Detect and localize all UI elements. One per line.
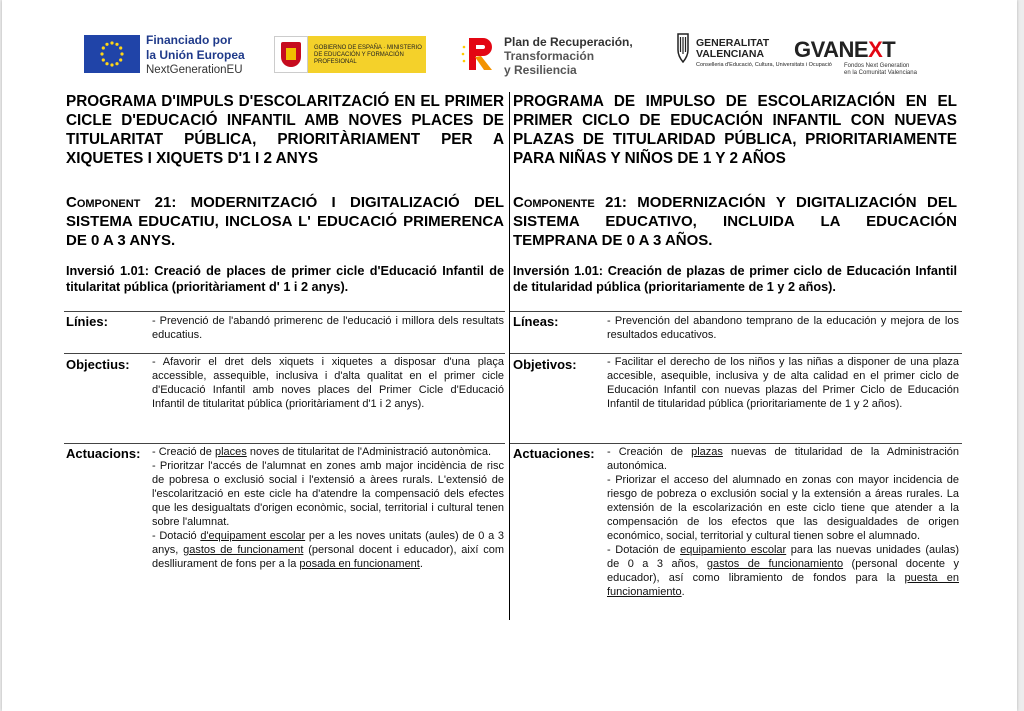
right-objectives-label: Objetivos: — [513, 357, 577, 372]
left-objectives-rule — [64, 353, 505, 354]
right-title: PROGRAMA DE IMPULSO DE ESCOLARIZACIÓN EN EL PRIMER CICLO DE EDUCACIÓN INFANTIL CON NUEVAS PLAZAS DE TITULARIDAD PÚBLICA, PRIORITARIAMENTE PARA NIÑAS Y NIÑOS DE 1 Y 2 AÑOS — [513, 93, 957, 167]
left-action-2: - Prioritzar l'accés de l'alumnat en zones amb major incidència de risc de pobresa o exclusió social i l'extensió a àrees rurals. L'extensió de l'escolarització en este cicle ha d'atendre la compensació dels efectes que les desigualtats d'origen econòmic, social, territorial i cultural tenen sobre l'alumnat. — [152, 460, 504, 528]
right-inversion: Inversión 1.01: Creación de plazas de primer ciclo de Educación Infantil de titularidad pública (prioritariamente de 1 y 2 años). — [513, 264, 957, 294]
spain-coat-of-arms-icon — [274, 36, 308, 73]
right-action-2: - Priorizar el acceso del alumnado en zonas con mayor incidencia de riesgo de pobreza o exclusión social y la extensión a áreas rurales. La extensión de la escolarización en este ciclo tiene que atender a la compensación de los efectos que las desigualdades de origen económico, social, territorial y cultural tienen sobre el alumnado. — [607, 474, 959, 542]
recovery-plan-label: Plan de Recuperación, Transformación y Resiliencia — [504, 35, 633, 77]
left-lines-text: - Prevenció de l'abandó primerenc de l'educació i millora dels resultats educatius. — [152, 315, 504, 341]
left-title: PROGRAMA D'IMPULS D'ESCOLARITZACIÓ EN EL PRIMER CICLE D'EDUCACIÓ INFANTIL AMB NOVES PLACES DE TITULARITAT PÚBLICA, PRIORITÀRIAMENT PER A XIQUETES I XIQUETS D'1 I 2 ANYS — [66, 93, 504, 167]
gva-next-logo: GVANEXT — [794, 37, 896, 62]
column-divider — [509, 92, 510, 620]
prtr-logo-icon — [459, 35, 497, 73]
left-lines-label: Línies: — [66, 314, 108, 329]
left-objectives-label: Objectius: — [66, 357, 130, 372]
left-actions-rule — [64, 443, 505, 444]
left-action-1: - Creació de places noves de titularitat de l'Administració autonòmica. — [152, 446, 492, 458]
right-objectives-rule — [510, 353, 962, 354]
right-component: Componente 21: MODERNIZACIÓN Y DIGITALIZACIÓN DEL SISTEMA EDUCATIVO, INCLUIDA LA EDUCACIÓN TEMPRANA DE 0 A 3 AÑOS. — [513, 194, 957, 249]
ministry-label: GOBIERNO DE ESPAÑA · MINISTERIO DE EDUCACIÓN Y FORMACIÓN PROFESIONAL — [308, 36, 426, 73]
right-actions-text — [607, 445, 959, 599]
right-lines-label: Líneas: — [513, 314, 559, 329]
left-action-3: - Dotació d'equipament escolar per a les noves unitats (aules) de 0 a 3 anys, gastos de funcionament (personal docent i educador), així com deslliurament de fons per a la posada en funcionament. — [152, 530, 504, 570]
left-actions-text — [152, 445, 504, 571]
right-actions-rule — [510, 443, 962, 444]
eu-flag-icon — [84, 35, 140, 73]
right-action-3: - Dotación de equipamiento escolar para las nuevas unidades (aulas) de 0 a 3 años, gastos de funcionamiento (personal docente y educador), así como libramiento de fondos para la puesta en funcionamiento. — [607, 544, 960, 598]
left-component: Component 21: MODERNITZACIÓ I DIGITALIZACIÓ DEL SISTEMA EDUCATIU, INCLOSA L' EDUCACIÓ PRIMERENCA DE 0 A 3 ANYS. — [66, 194, 504, 249]
generalitat-label: GENERALITAT VALENCIANA Conselleria d'Educació, Cultura, Universitats i Ocupació — [696, 37, 832, 68]
right-action-1: - Creación de plazas nuevas de titularidad de la Administración autonómica. — [607, 446, 959, 472]
right-lines-rule — [510, 311, 962, 312]
left-inversion: Inversió 1.01: Creació de places de primer cicle d'Educació Infantil de titularitat pública (prioritàriament d' 1 i 2 anys). — [66, 264, 504, 294]
left-actions-label: Actuacions: — [66, 446, 141, 461]
left-objectives-text: - Afavorir el dret dels xiquets i xiquetes a disposar d'una plaça accessible, assequible, inclusiva i d'alta qualitat en el primer cicle d'Educació Infantil amb noves places del Primer Cicle d'Educació Infantil de titularitat pública (prioritàriament d'1 i 2 anys). — [152, 356, 504, 410]
government-logo — [274, 36, 426, 73]
right-objectives-text: - Facilitar el derecho de los niños y las niñas a disponer de una plaza accesible, asequible, inclusiva y de alta calidad en el primer ciclo de Educación Infantil con nuevas plazas del Primer Ciclo de Educación Infantil de titularidad pública (prioritariamente de 1 y 2 años). — [607, 356, 959, 410]
generalitat-emblem-icon — [675, 32, 691, 64]
gva-next-subtitle: Fondos Next Generation en la Comunitat Valenciana — [844, 63, 917, 76]
right-actions-label: Actuaciones: — [513, 446, 595, 461]
document-page — [2, 0, 1017, 711]
left-lines-rule — [64, 311, 505, 312]
eu-funding-label: Financiado por la Unión Europea NextGenerationEU — [146, 33, 245, 76]
right-lines-text: - Prevención del abandono temprano de la educación y mejora de los resultados educativos. — [607, 315, 959, 341]
logo-header — [2, 0, 1017, 90]
